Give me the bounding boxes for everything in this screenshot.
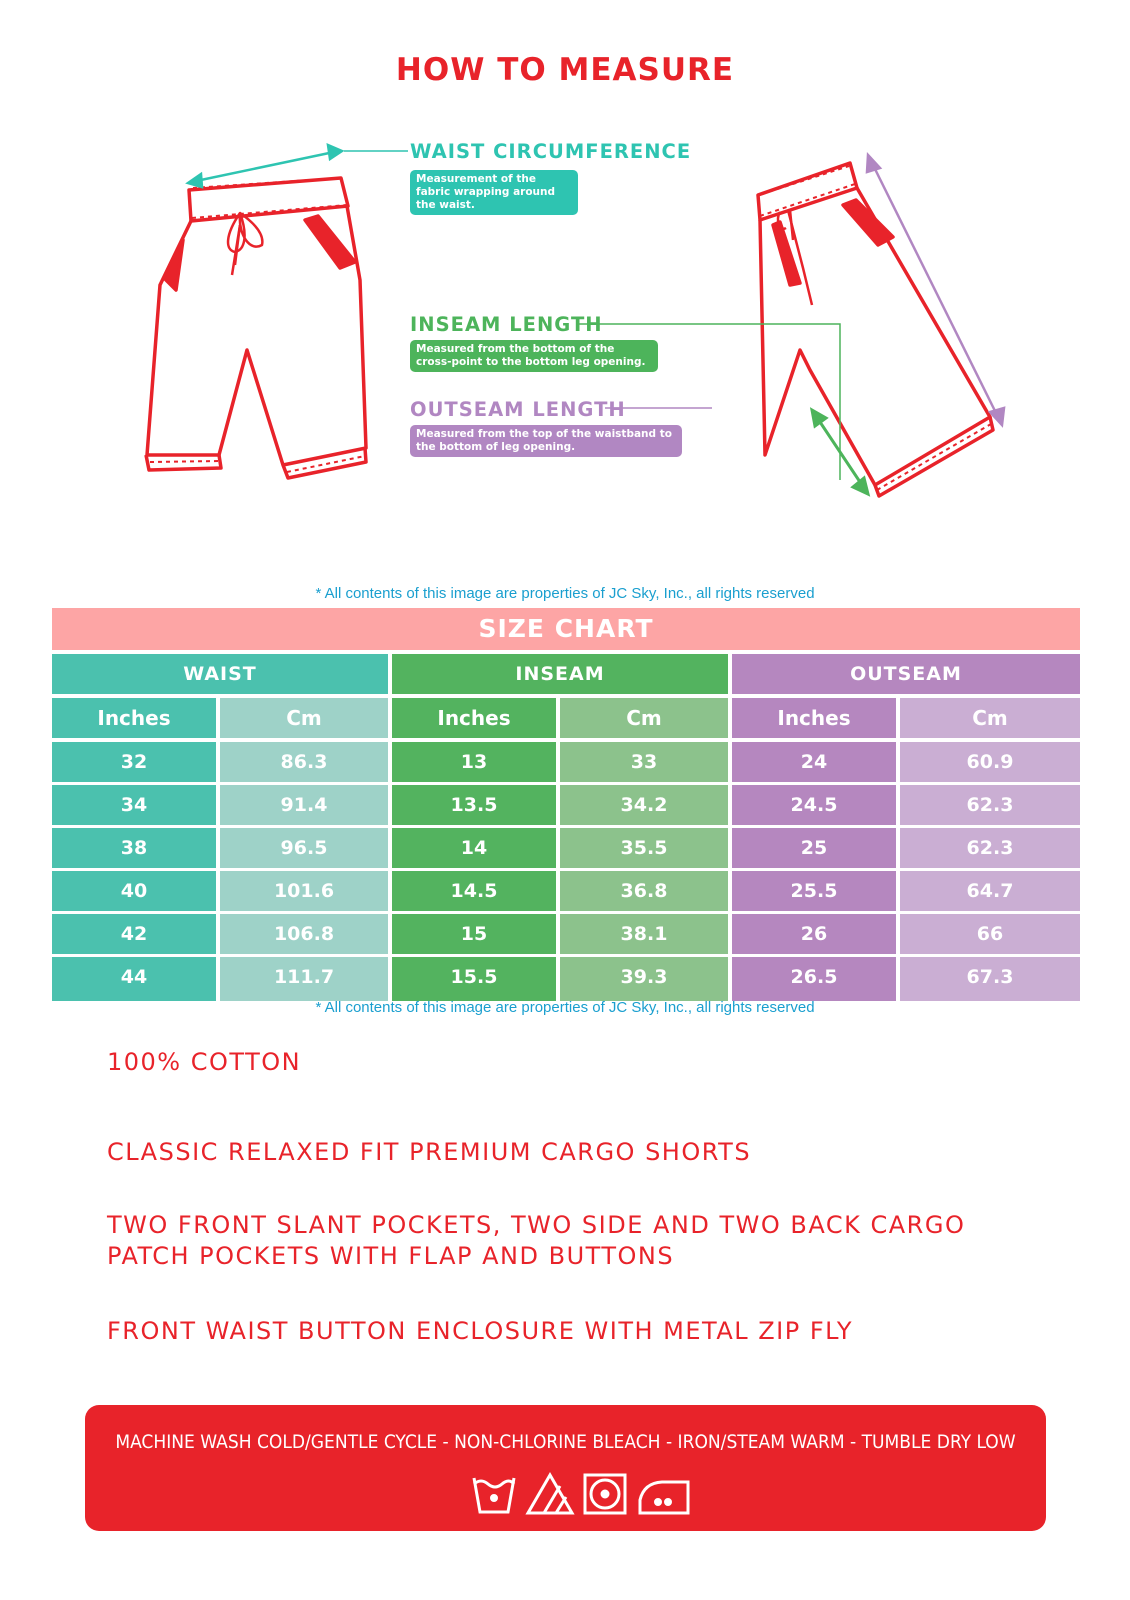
size-table-cell: 96.5 bbox=[220, 828, 388, 868]
non-chlorine-bleach-icon bbox=[528, 1475, 572, 1513]
size-table-cell: 13.5 bbox=[392, 785, 556, 825]
size-table-cell: 34 bbox=[52, 785, 216, 825]
care-instructions-panel bbox=[85, 1405, 1046, 1531]
size-table-cell: 14.5 bbox=[392, 871, 556, 911]
size-table-cell: 32 bbox=[52, 742, 216, 782]
waist-circumference-label: WAIST CIRCUMFERENCE bbox=[410, 140, 692, 163]
unit-header: Inches bbox=[392, 698, 556, 738]
unit-header: Cm bbox=[220, 698, 388, 738]
outseam-arrow bbox=[867, 155, 1004, 425]
closure-detail: FRONT WAIST BUTTON ENCLOSURE WITH METAL ZIP FLY bbox=[107, 1317, 854, 1345]
care-instructions-text: MACHINE WASH COLD/GENTLE CYCLE - NON-CHLORINE BLEACH - IRON/STEAM WARM - TUMBLE DRY LOW bbox=[115, 1431, 1016, 1453]
care-icons bbox=[472, 1470, 712, 1520]
size-table-cell: 14 bbox=[392, 828, 556, 868]
group-header-waist: WAIST bbox=[52, 654, 388, 694]
size-table-cell: 25 bbox=[732, 828, 896, 868]
outseam-length-description: Measured from the top of the waistband to the bottom of leg opening. bbox=[410, 425, 682, 457]
inseam-length-label: INSEAM LENGTH bbox=[410, 313, 603, 336]
copyright-notice-top: * All contents of this image are properties of JC Sky, Inc., all rights reserved bbox=[315, 585, 815, 602]
wash-cold-icon bbox=[474, 1478, 514, 1512]
page-title: HOW TO MEASURE bbox=[395, 52, 735, 88]
size-table-cell: 86.3 bbox=[220, 742, 388, 782]
size-table-cell: 13 bbox=[392, 742, 556, 782]
shorts-front-illustration bbox=[146, 178, 366, 478]
unit-header: Cm bbox=[900, 698, 1080, 738]
size-table-cell: 44 bbox=[52, 957, 216, 1001]
iron-warm-icon bbox=[640, 1482, 688, 1513]
size-table-cell: 111.7 bbox=[220, 957, 388, 1001]
size-table-cell: 60.9 bbox=[900, 742, 1080, 782]
unit-header: Inches bbox=[732, 698, 896, 738]
outseam-length-label: OUTSEAM LENGTH bbox=[410, 398, 626, 421]
unit-header: Cm bbox=[560, 698, 728, 738]
size-table-cell: 106.8 bbox=[220, 914, 388, 954]
size-table-cell: 62.3 bbox=[900, 785, 1080, 825]
size-table-cell: 66 bbox=[900, 914, 1080, 954]
size-table-cell: 38.1 bbox=[560, 914, 728, 954]
copyright-notice-bottom: * All contents of this image are properties of JC Sky, Inc., all rights reserved bbox=[315, 999, 815, 1016]
size-table-cell: 62.3 bbox=[900, 828, 1080, 868]
size-table-cell: 24 bbox=[732, 742, 896, 782]
size-table-cell: 15.5 bbox=[392, 957, 556, 1001]
size-table-cell: 42 bbox=[52, 914, 216, 954]
size-table-cell: 26.5 bbox=[732, 957, 896, 1001]
group-header-outseam: OUTSEAM bbox=[732, 654, 1080, 694]
size-table-cell: 24.5 bbox=[732, 785, 896, 825]
pockets-detail: TWO FRONT SLANT POCKETS, TWO SIDE AND TWO BACK CARGO PATCH POCKETS WITH FLAP AND BUTTONS bbox=[107, 1211, 966, 1270]
group-header-inseam: INSEAM bbox=[392, 654, 728, 694]
size-table-cell: 91.4 bbox=[220, 785, 388, 825]
size-chart-title: SIZE CHART bbox=[52, 608, 1080, 650]
size-table-cell: 33 bbox=[560, 742, 728, 782]
size-table-cell: 38 bbox=[52, 828, 216, 868]
material-detail: 100% COTTON bbox=[107, 1048, 302, 1076]
size-table-cell: 39.3 bbox=[560, 957, 728, 1001]
size-table-cell: 34.2 bbox=[560, 785, 728, 825]
size-table-cell: 101.6 bbox=[220, 871, 388, 911]
unit-header: Inches bbox=[52, 698, 216, 738]
shorts-side-illustration bbox=[758, 163, 993, 496]
size-table-cell: 36.8 bbox=[560, 871, 728, 911]
size-table-cell: 67.3 bbox=[900, 957, 1080, 1001]
tumble-dry-low-icon bbox=[585, 1475, 625, 1513]
size-table-cell: 64.7 bbox=[900, 871, 1080, 911]
size-table-cell: 35.5 bbox=[560, 828, 728, 868]
size-table-cell: 25.5 bbox=[732, 871, 896, 911]
size-table-cell: 40 bbox=[52, 871, 216, 911]
size-table-cell: 15 bbox=[392, 914, 556, 954]
fit-detail: CLASSIC RELAXED FIT PREMIUM CARGO SHORTS bbox=[107, 1138, 752, 1166]
inseam-length-description: Measured from the bottom of the cross-point to the bottom leg opening. bbox=[410, 340, 658, 372]
size-table-cell: 26 bbox=[732, 914, 896, 954]
waist-circumference-description: Measurement of the fabric wrapping around the waist. bbox=[410, 170, 578, 215]
